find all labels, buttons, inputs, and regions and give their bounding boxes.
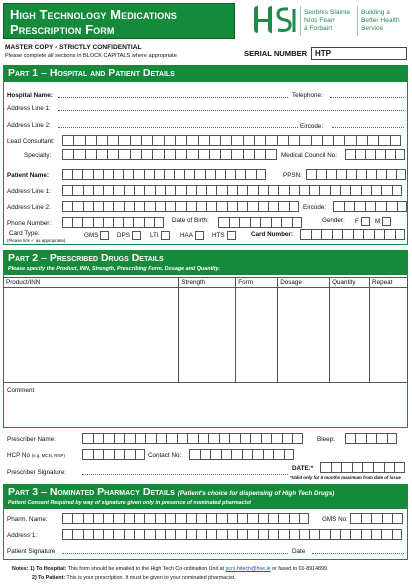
phone-number-label: Phone Number: <box>7 220 52 227</box>
hse-logo <box>244 3 409 39</box>
card-dps-checkbox[interactable] <box>132 231 141 240</box>
master-copy-label: MASTER COPY - STRICTLY CONFIDENTIAL <box>5 44 142 51</box>
card-number-cells[interactable] <box>300 229 405 240</box>
pharm-address1-label: Address 1: <box>7 532 38 539</box>
drugs-table-row[interactable] <box>4 288 408 383</box>
card-haa-option[interactable] <box>180 231 204 240</box>
prescriber-name-label: Prescriber Name: <box>7 436 56 443</box>
card-hts-checkbox[interactable] <box>227 231 236 240</box>
patient-address1-cells[interactable] <box>62 185 402 196</box>
hcp-note: (e.g. MCN, RNP) <box>31 453 65 458</box>
part3-subtitle: Patient Consent Required by way of signature given only in presence of nominated pharmacist <box>3 499 408 508</box>
card-lti-option[interactable] <box>150 231 170 240</box>
hcp-no-text: HCP No <box>7 452 30 459</box>
patient-signature-field[interactable] <box>62 553 288 554</box>
hcp-label <box>7 452 65 460</box>
instructions-text: Please complete all sections in BLOCK CAPITALS where appropriate <box>5 53 177 59</box>
card-haa-checkbox[interactable] <box>195 231 204 240</box>
repeat-cell[interactable] <box>370 288 408 383</box>
bleep-cells[interactable] <box>345 433 397 444</box>
drugs-table <box>3 277 408 382</box>
col-form: Form <box>236 278 278 288</box>
logo-divider <box>300 6 301 36</box>
hospital-name-label: Hospital Name: <box>7 92 53 99</box>
gender-m-option[interactable] <box>375 217 391 226</box>
card-hts-option[interactable] <box>212 231 236 240</box>
part3-title-note: (Patient's choice for dispensing of High Tech Drugs) <box>177 490 335 497</box>
card-type-label: Card Type: <box>9 230 40 237</box>
form-title-line1: High Technology Medications <box>10 7 177 22</box>
patient-name-label: Patient Name: <box>7 172 49 179</box>
note1-text: This form should be emailed to the High Tech Co-ordination Unit at <box>67 566 224 572</box>
prescription-date-cells[interactable] <box>320 462 405 473</box>
card-lti-label: LTI <box>150 232 159 240</box>
date-of-birth-cells[interactable] <box>218 217 302 228</box>
col-strength: Strength <box>179 278 236 288</box>
gender-f-checkbox[interactable] <box>361 217 370 226</box>
part1-header: Part 1 – Hospital and Patient Details <box>3 65 408 81</box>
address-line2-label: Address Line 2: <box>7 122 51 129</box>
quantity-cell[interactable] <box>330 288 370 383</box>
logo-english-line2: Better Health <box>361 17 400 24</box>
col-product-inn: Product/INN <box>4 278 179 288</box>
hospital-name-field[interactable] <box>58 97 288 98</box>
hcp-number-cells[interactable] <box>82 449 145 460</box>
telephone-label: Telephone: <box>292 92 323 99</box>
patient-address2-cells[interactable] <box>62 201 299 212</box>
card-dps-label: DPS <box>117 232 130 240</box>
logo-irish-line3: á Forbairt <box>304 25 333 32</box>
col-quantity: Quantity <box>330 278 370 288</box>
pharmacy-date-field[interactable] <box>312 553 404 554</box>
part2-subtitle: Please specify the Product, INN, Strength, Prescribing Form, Dosage and Quantity. <box>3 265 408 274</box>
col-repeat: Repeat <box>370 278 408 288</box>
pharm-address1-cells[interactable] <box>62 529 402 540</box>
specialty-label: Specialty: <box>24 152 52 159</box>
note1-prefix: 1) To Hospital: <box>29 566 67 572</box>
logo-irish-line1: Seirbhís Sláinte <box>304 9 351 16</box>
card-number-label: Card Number: <box>251 231 293 238</box>
medical-council-cells[interactable] <box>345 149 405 160</box>
lead-consultant-label: Lead Consultant: <box>7 138 55 145</box>
comment-divider <box>3 382 408 383</box>
dosage-cell[interactable] <box>278 288 330 383</box>
part2-header: Part 2 – Prescribed Drugs Details <box>3 250 408 266</box>
notes-line2 <box>32 575 236 582</box>
note2-prefix: 2) To Patient: <box>32 575 66 581</box>
date-label: DATE:* <box>292 465 314 472</box>
logo-english-line3: Service <box>361 25 383 32</box>
contact-no-cells[interactable] <box>189 449 294 460</box>
gender-m-label: M <box>375 218 381 226</box>
prescriber-signature-field[interactable] <box>82 474 288 475</box>
form-title-line2: Prescription Form <box>10 22 115 37</box>
gms-no-cells[interactable] <box>350 513 403 524</box>
gender-m-checkbox[interactable] <box>382 217 391 226</box>
date-of-birth-label: Date of Birth: <box>172 217 209 224</box>
contact-no-label: Contact No: <box>148 452 182 459</box>
ppsn-label: PPSN: <box>283 172 302 179</box>
pharm-name-cells[interactable] <box>62 513 309 524</box>
serial-number-field[interactable]: HTP <box>311 47 407 60</box>
lead-consultant-cells[interactable] <box>62 135 401 146</box>
patient-address2-label: Address Line 2: <box>7 204 51 211</box>
card-gms-label: GMS <box>84 232 99 240</box>
comment-field[interactable] <box>10 394 400 422</box>
card-dps-option[interactable] <box>117 231 141 240</box>
hospital-eircode-field[interactable] <box>332 127 404 128</box>
pharm-name-label: Pharm. Name: <box>7 516 48 523</box>
gender-f-label: F <box>355 218 359 226</box>
pharmacy-date-label: Date <box>292 548 306 555</box>
logo-english-text <box>361 9 399 33</box>
logo-irish-line2: Níos Fearr <box>304 17 336 24</box>
patient-eircode-label: Eircode: <box>303 204 327 211</box>
form-title-banner <box>3 3 235 39</box>
patient-address1-label: Address Line 1: <box>7 188 51 195</box>
patient-signature-label: Patient Signature <box>7 548 56 555</box>
gender-f-option[interactable] <box>355 217 370 226</box>
logo-english-line1: Building a <box>361 9 390 16</box>
part3-header <box>3 484 408 500</box>
hospital-address1-field[interactable] <box>58 110 404 111</box>
drugs-table-header <box>4 278 408 288</box>
address-line1-label: Address Line 1: <box>7 105 51 112</box>
tick-note: (Please tick ✓ as appropriate) <box>7 238 66 243</box>
form-cell[interactable] <box>236 288 278 383</box>
card-gms-checkbox[interactable] <box>100 231 109 240</box>
note2-text: This is your prescription. It must be given to your nominated pharmacist. <box>66 575 236 581</box>
ppsn-cells[interactable] <box>306 169 406 180</box>
part3-title: Part 3 – Nominated Pharmacy Details <box>8 486 175 498</box>
patient-name-cells[interactable] <box>62 169 266 180</box>
eircode-label: Eircode: <box>300 123 324 130</box>
strength-cell[interactable] <box>179 288 236 383</box>
product-cell[interactable] <box>4 288 179 383</box>
notes-line1 <box>12 566 328 573</box>
gms-no-label: GMS No: <box>322 516 348 523</box>
hospital-address2-field[interactable] <box>58 127 298 128</box>
card-haa-label: HAA <box>180 232 193 240</box>
card-hts-label: HTS <box>212 232 225 240</box>
hse-logo-icon <box>250 5 300 37</box>
bleep-label: Bleep: <box>317 436 335 443</box>
specialty-cells[interactable] <box>62 149 277 160</box>
prescriber-name-cells[interactable] <box>82 433 303 444</box>
logo-irish-text <box>304 9 350 33</box>
card-lti-checkbox[interactable] <box>161 231 170 240</box>
comment-label: Comment <box>7 387 35 394</box>
serial-number-label: SERIAL NUMBER <box>244 49 308 58</box>
gender-label: Gender: <box>322 217 345 224</box>
medical-council-label: Medical Council No: <box>281 152 337 159</box>
validity-note: *Valid only for 6 months maximum from date of issue <box>290 475 401 480</box>
patient-eircode-cells[interactable] <box>333 201 407 212</box>
note1-fax: or faxed to 01-8914899. <box>272 566 329 572</box>
hitech-email-link[interactable]: pcrs.hitech@hse.ie <box>225 566 271 572</box>
phone-number-cells[interactable] <box>62 217 164 228</box>
card-gms-option[interactable] <box>84 231 109 240</box>
prescriber-signature-label: Prescriber Signature: <box>7 469 67 476</box>
telephone-field[interactable] <box>330 97 404 98</box>
notes-label: Notes: <box>12 566 29 572</box>
logo-divider-2 <box>357 6 358 36</box>
col-dosage: Dosage <box>278 278 330 288</box>
